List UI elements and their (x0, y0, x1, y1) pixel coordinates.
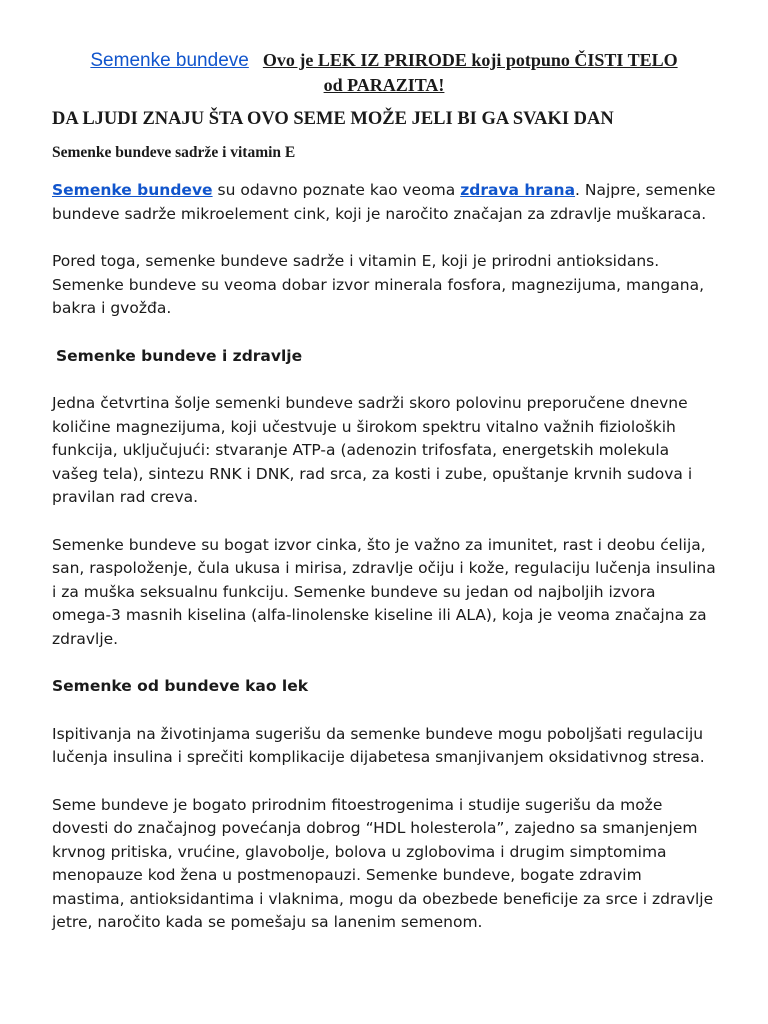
link-zdrava-hrana[interactable]: zdrava hrana (460, 181, 576, 199)
paragraph-magnesium: Jedna četvrtina šolje semenki bundeve sadrži skoro polovinu preporučene dnevne količine magnezijuma, koji učestvuje u širokom spektru vitalno važnih fizioloških funkcija, uključujući: stvaranje ATP-a (adenozin trifosfata, energetskih molekula vašeg tela), sintezu RNK i DNK, rad srca, za kosti i zube, opuštanje krvnih sudova i pravilan rad creva. (52, 394, 693, 506)
subheading-vitamin: Semenke bundeve sadrže i vitamin E (52, 144, 296, 161)
section-heading-medicine: Semenke od bundeve kao lek (52, 677, 309, 695)
document-title (52, 48, 716, 73)
headline: DA LJUDI ZNAJU ŠTA OVO SEME MOŽE JELI BI GA SVAKI DAN (52, 109, 614, 129)
intro-text-1: su odavno poznate kao veoma (212, 181, 461, 199)
section-heading-health: Semenke bundeve i zdravlje (56, 346, 303, 365)
intro-text-2: . Najpre, semenke bundeve sadrže mikroelement cink, koji je naročito značajan za zdravlje muškaraca. (52, 181, 716, 223)
paragraph-phytoestrogens: Seme bundeve je bogato prirodnim fitoestrogenima i studije sugerišu da može dovesti do značajnog povećanja dobrog “HDL holesterola”, zajedno sa smanjenjem krvnog pritiska, vrućine, glavobolje, bolova u zglobovima i drugim simptomima menopauze kod žena u postmenopauzi. Semenke bundeve, bogate zdravim mastima, antioksidantima i vlaknima, mogu da obezbede beneficije za srce i zdravlje jetre, naročito kada se pomešaju sa lanenim semenom. (52, 795, 714, 931)
link-semenke-bundeve[interactable]: Semenke bundeve (52, 181, 213, 199)
paragraph-zinc: Semenke bundeve su bogat izvor cinka, što je važno za imunitet, rast i deobu ćelija, san, raspoloženje, čula ukusa i mirisa, zdravlje očiju i kože, regulaciju lučenja insulina i za muška seksualnu funkciju. Semenke bundeve su jedan od najboljih izvora omega-3 masnih kiselina (alfa-linolenske kiseline ili ALA), koja je veoma značajna za zdravlje. (52, 535, 716, 648)
paragraph-vitamin-e: Pored toga, semenke bundeve sadrže i vitamin E, koji je prirodni antioksidans. Semenke bundeve su veoma dobar izvor minerala fosfora, magnezijuma, mangana, bakra i gvožđa. (52, 252, 704, 317)
title-link[interactable]: Semenke bundeve (90, 50, 249, 71)
paragraph-insulin: Ispitivanja na životinjama sugerišu da semenke bundeve mogu poboljšati regulaciju lučenja insulina i sprečiti komplikacije dijabetesa smanjivanjem oksidativnog stresa. (52, 724, 705, 766)
paragraph-intro (52, 179, 716, 226)
title-text-line1: Ovo je LEK IZ PRIRODE koji potpuno ČISTI TELO (262, 50, 678, 70)
title-text-line2: od PARAZITA! (323, 75, 445, 95)
